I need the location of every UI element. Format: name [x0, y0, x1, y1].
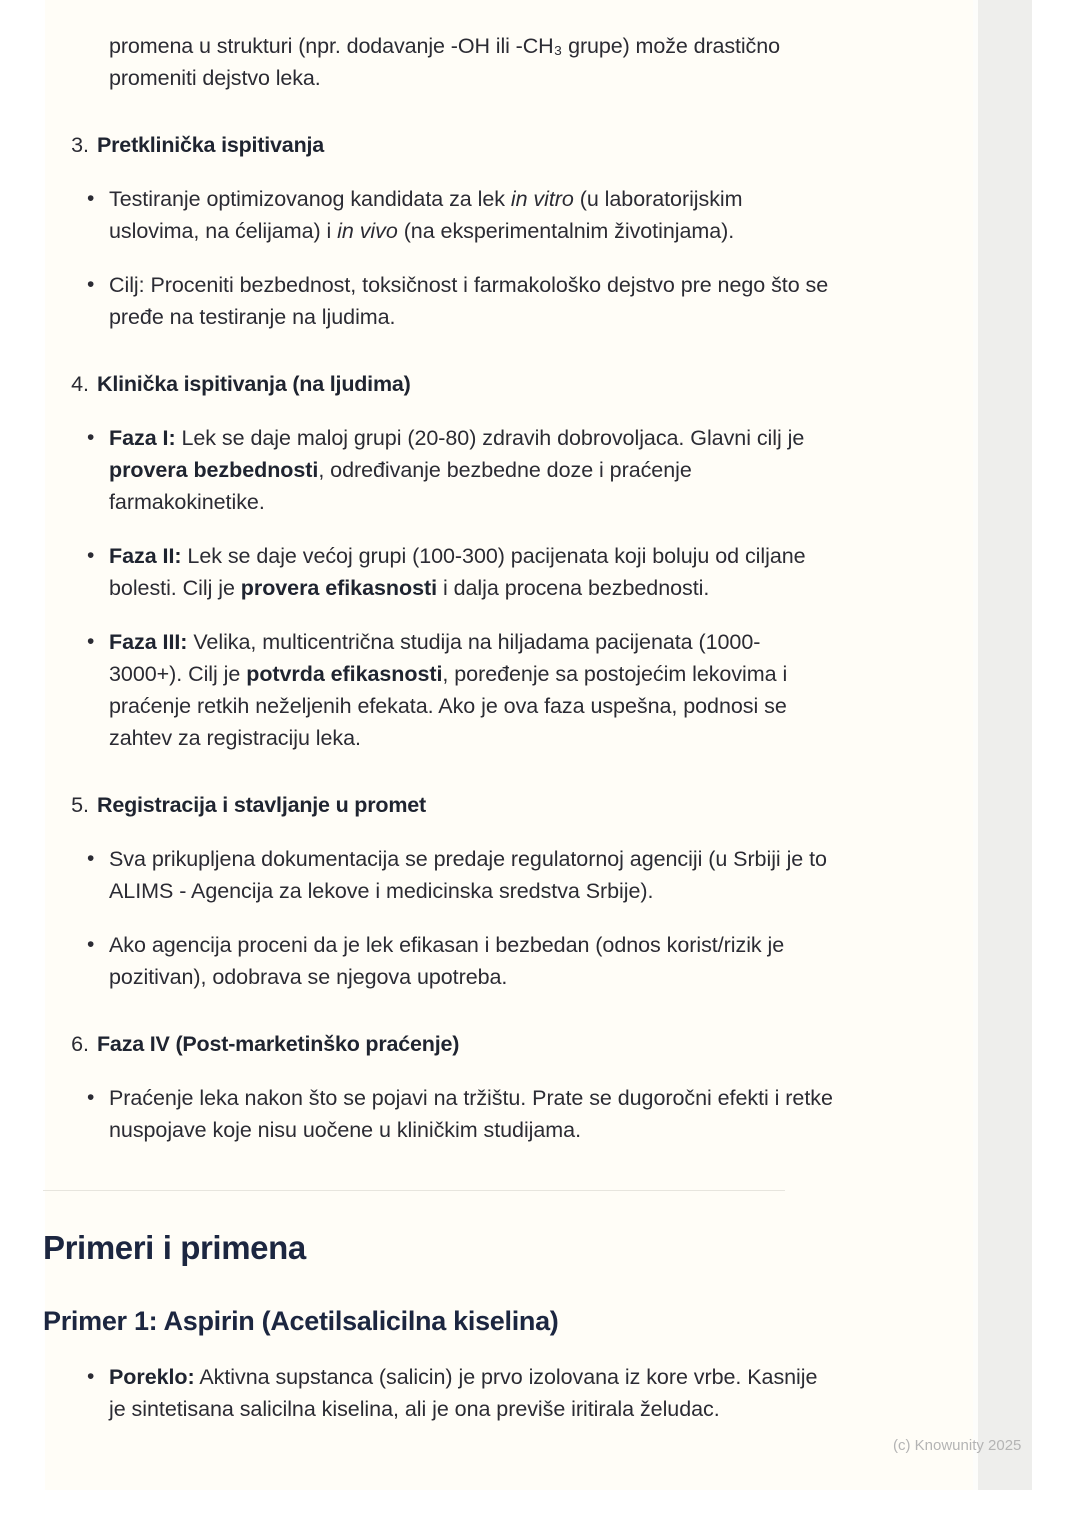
- list-item: [43, 626, 833, 754]
- list-item-text: Poreklo: Aktivna supstanca (salicin) je prvo izolovana iz kore vrbe. Kasnije je sintetisana salicilna kiselina, ali je ona previše iritirala želudac.: [109, 1365, 818, 1421]
- list-item: [43, 1361, 833, 1425]
- bullet-icon: •: [87, 847, 95, 870]
- list-item-text: Faza III: Velika, multicentrična studija na hiljadama pacijenata (1000-3000+). Cilj je potvrda efikasnosti, poređenje sa postojećim lekovima i praćenje retkih neželjenih efekata. Ako je ova faza uspešna, podnosi se zahtev za registraciju leka.: [109, 630, 788, 750]
- bullet-icon: •: [87, 426, 95, 449]
- list-heading: Klinička ispitivanja (na ljudima): [97, 372, 411, 396]
- subsection-heading: Primer 1: Aspirin (Acetilsalicilna kiselina): [43, 1306, 559, 1336]
- list-item-text: Sva prikupljena dokumentacija se predaje regulatornoj agenciji (u Srbiji je to ALIMS - Agencija za lekove i medicinska sredstva Srbije).: [109, 847, 827, 903]
- bullet-icon: •: [87, 1086, 95, 1109]
- bullet-icon: •: [87, 933, 95, 956]
- list-item-text: Faza II: Lek se daje većoj grupi (100-300) pacijenata koji boluju od ciljane bolesti. Cilj je provera efikasnosti i dalja procena bezbednosti.: [109, 544, 806, 600]
- list-heading: Registracija i stavljanje u promet: [97, 793, 426, 817]
- list-item-text: Testiranje optimizovanog kandidata za lek in vitro (u laboratorijskim uslovima, na ćelijama) i in vivo (na eksperimentalnim životinjama).: [109, 187, 743, 243]
- list-item-text: Praćenje leka nakon što se pojavi na tržištu. Prate se dugoročni efekti i retke nuspojave koje nisu uočene u kliničkim studijama.: [109, 1086, 833, 1142]
- bullet-icon: •: [87, 187, 95, 210]
- section-divider: [43, 1190, 785, 1191]
- bullet-icon: •: [87, 544, 95, 567]
- list-item-text: Cilj: Proceniti bezbednost, toksičnost i farmakološko dejstvo pre nego što se pređe na testiranje na ljudima.: [109, 273, 829, 329]
- list-number: 3.: [71, 133, 89, 157]
- list-heading: Faza IV (Post-marketinško praćenje): [97, 1032, 460, 1056]
- list-item: [43, 183, 833, 247]
- list-item: [43, 269, 833, 333]
- watermark: (c) Knowunity 2025: [893, 1437, 1022, 1454]
- bullet-icon: •: [87, 630, 95, 653]
- list-item: [43, 1082, 833, 1146]
- bullet-icon: •: [87, 1365, 95, 1388]
- list-number: 5.: [71, 793, 89, 817]
- continuation-paragraph: promena u strukturi (npr. dodavanje -OH ili -CH₃ grupe) može drastično promeniti dejstvo leka.: [109, 34, 780, 90]
- list-item: [43, 540, 833, 604]
- list-item: [43, 422, 833, 518]
- bullet-icon: •: [87, 273, 95, 296]
- page-gutter: [978, 0, 1032, 1490]
- section-heading: Primeri i primena: [43, 1229, 306, 1266]
- list-number: 4.: [71, 372, 89, 396]
- list-number: 6.: [71, 1032, 89, 1056]
- numbered-item-3: [43, 129, 833, 161]
- list-item-text: Ako agencija proceni da je lek efikasan i bezbedan (odnos korist/rizik je pozitivan), odobrava se njegova upotreba.: [109, 933, 785, 989]
- numbered-item-6: [43, 1028, 833, 1060]
- list-heading: Pretklinička ispitivanja: [97, 133, 325, 157]
- list-item: [43, 929, 833, 993]
- numbered-item-4: [43, 368, 833, 400]
- document-content: [43, 30, 833, 1425]
- list-item: [43, 843, 833, 907]
- list-item-text: Faza I: Lek se daje maloj grupi (20-80) zdravih dobrovoljaca. Glavni cilj je provera bezbednosti, određivanje bezbedne doze i praćenje farmakokinetike.: [109, 426, 805, 514]
- numbered-item-5: [43, 789, 833, 821]
